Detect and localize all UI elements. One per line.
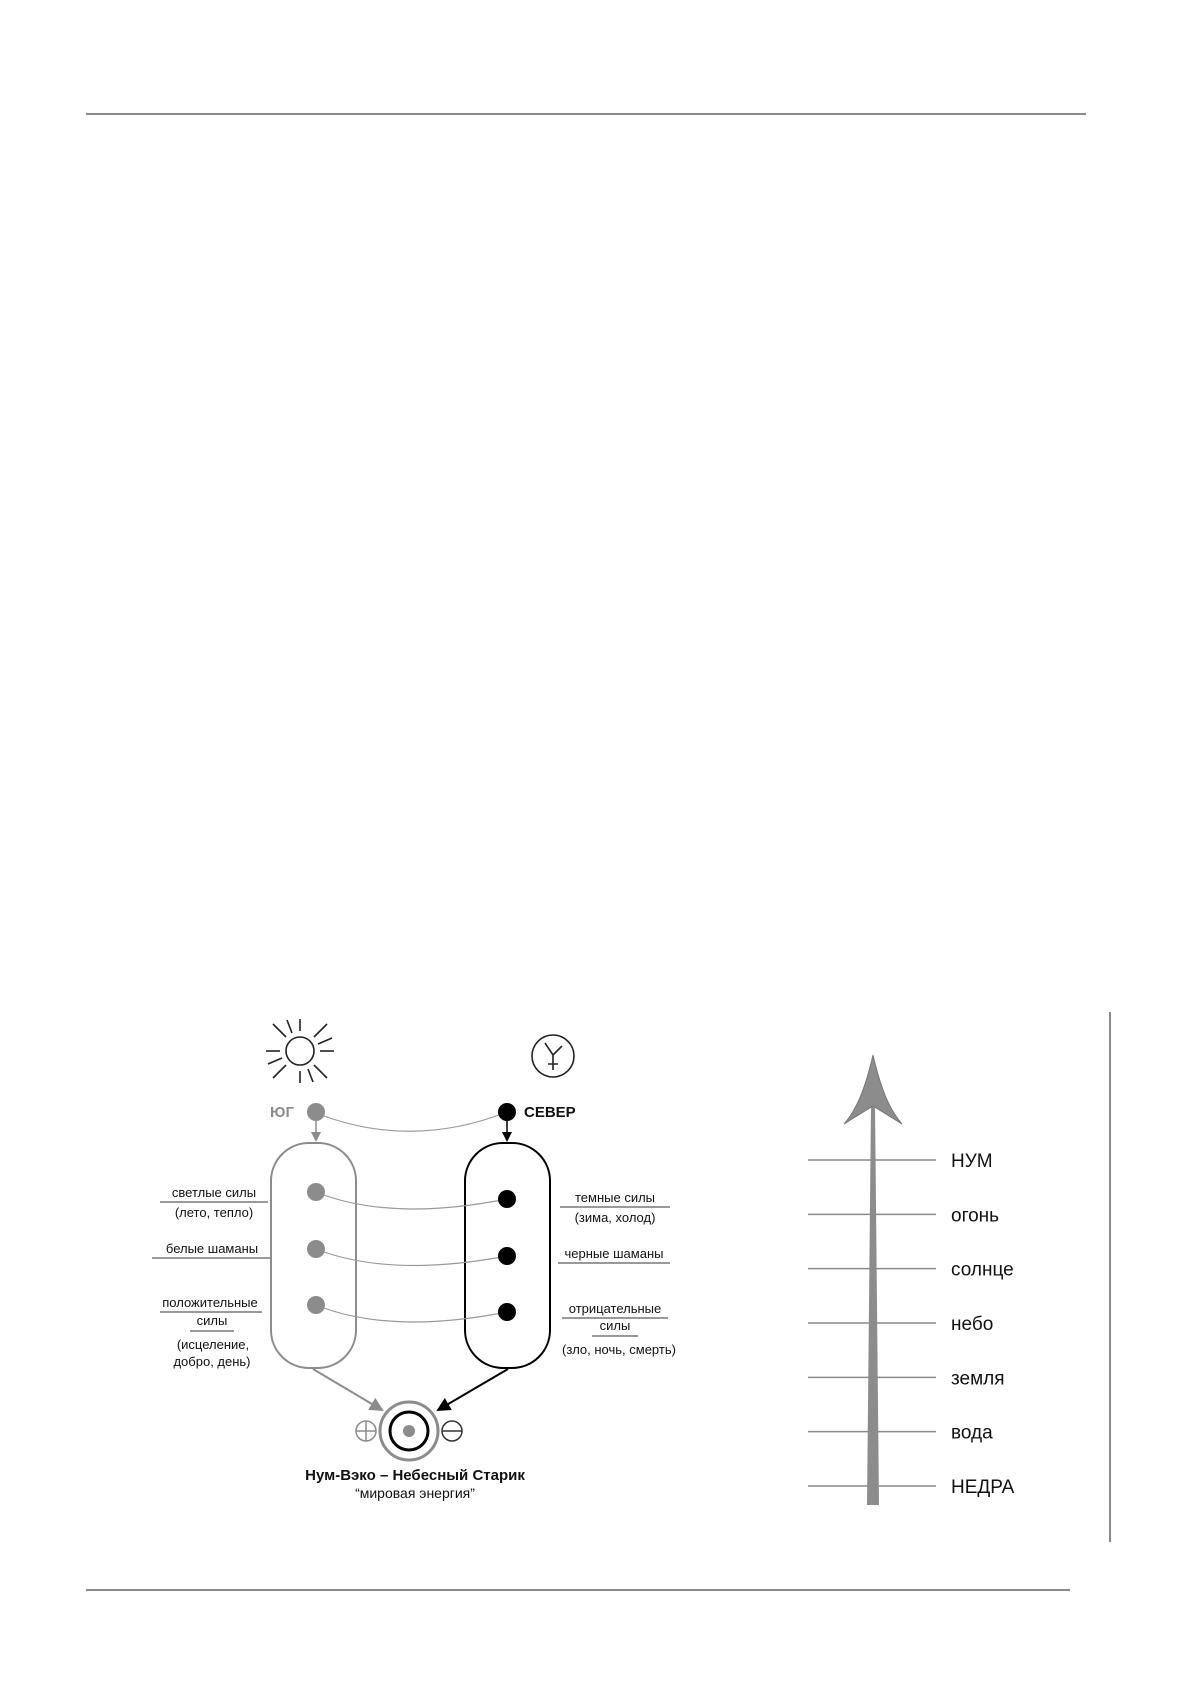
- level-label-7: НЕДРА: [951, 1477, 1015, 1498]
- dark-to-center-arrow: [438, 1369, 508, 1410]
- left-label-3-line1: положительные: [162, 1295, 258, 1310]
- right-label-1-line1: темные силы: [574, 1190, 656, 1205]
- dark-dot-1: [498, 1190, 516, 1208]
- row-connectors: [316, 1192, 507, 1322]
- right-label-1-line2: (зима, холод): [574, 1210, 656, 1225]
- left-label-2: белые шаманы: [165, 1241, 259, 1256]
- right-label-3-line2: силы: [599, 1318, 631, 1333]
- left-label-1-line2: (лето, тепло): [174, 1205, 254, 1220]
- light-dot-2: [307, 1240, 325, 1258]
- dark-dot-3: [498, 1303, 516, 1321]
- level-label-2: огонь: [951, 1205, 1000, 1227]
- left-label-3-line3: (исцеление,: [176, 1337, 250, 1352]
- levels-axis: [867, 1104, 879, 1505]
- right-label-2: черные шаманы: [564, 1246, 664, 1261]
- south-label: ЮГ: [270, 1104, 294, 1121]
- north-pole-dot: [498, 1103, 516, 1121]
- light-dot-3: [307, 1296, 325, 1314]
- plus-icon: [356, 1421, 376, 1441]
- forces-diagram: [152, 1019, 676, 1501]
- level-rows: [808, 1151, 1015, 1498]
- light-to-center-arrow: [313, 1369, 382, 1410]
- levels-diagram: [808, 1055, 1015, 1505]
- right-labels: [558, 1190, 676, 1357]
- north-label: СЕВЕР: [524, 1104, 576, 1121]
- level-label-1: НУМ: [951, 1151, 993, 1172]
- left-labels: [152, 1185, 270, 1369]
- level-label-6: вода: [951, 1422, 993, 1444]
- minus-icon: [442, 1421, 462, 1441]
- center-subtitle: “мировая энергия”: [355, 1485, 475, 1501]
- moon-icon: [532, 1035, 574, 1077]
- level-label-4: небо: [951, 1314, 994, 1335]
- level-label-5: земля: [951, 1368, 1005, 1390]
- level-label-3: солнце: [951, 1259, 1014, 1281]
- south-pole-dot: [307, 1103, 325, 1121]
- light-dot-1: [307, 1183, 325, 1201]
- right-label-3-line3: (зло, ночь, смерть): [562, 1342, 676, 1357]
- dark-dot-2: [498, 1247, 516, 1265]
- left-label-1-line1: светлые силы: [171, 1185, 257, 1200]
- right-label-3-line1: отрицательные: [568, 1301, 662, 1316]
- left-label-3-line4: добро, день): [173, 1354, 251, 1369]
- center-title: Нум-Вэко – Небесный Старик: [305, 1467, 525, 1484]
- left-label-3-line2: силы: [196, 1313, 228, 1328]
- sun-icon: [266, 1019, 334, 1083]
- pole-connector: [316, 1112, 507, 1131]
- num-veko-symbol: [380, 1402, 438, 1460]
